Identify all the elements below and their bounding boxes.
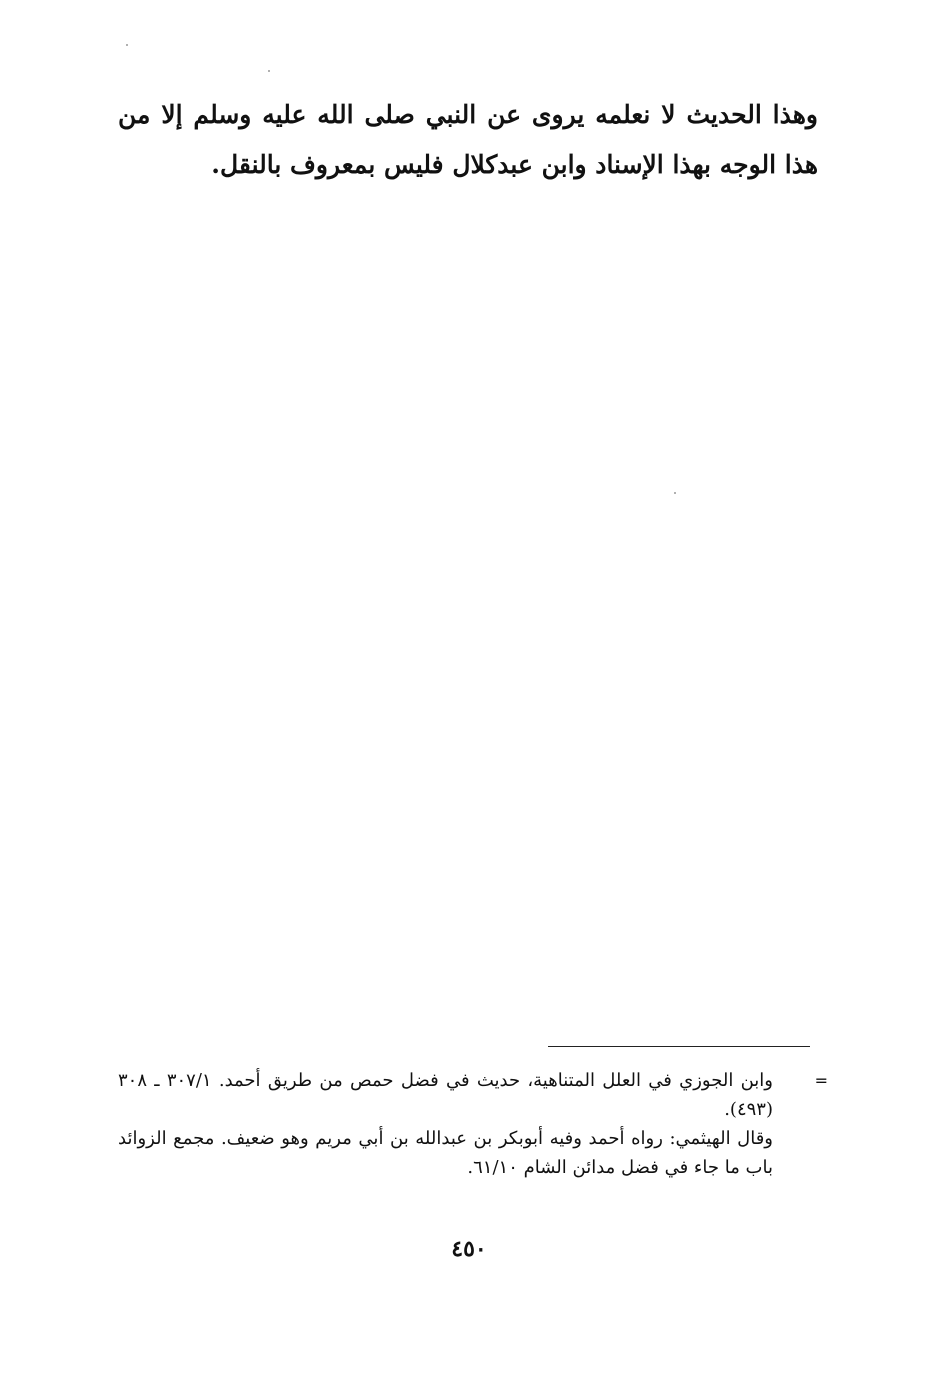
footnote-text-2: وقال الهيثمي: رواه أحمد وفيه أبوبكر بن عبدالله بن أبي مريم وهو ضعيف. مجمع الزوائد باب ما جاء في فضل مدائن الشام ٦١/١٠.: [118, 1128, 773, 1178]
footnote-text-1: وابن الجوزي في العلل المتناهية، حديث في فضل حمص من طريق أحمد. ٣٠٧/١ ـ ٣٠٨ (٤٩٣).: [118, 1070, 773, 1120]
footnotes: [118, 1066, 828, 1182]
page-number: ٤٥٠: [451, 1236, 487, 1262]
footnote-block-1: [118, 1066, 828, 1124]
main-paragraph: وهذا الحديث لا نعلمه يروى عن النبي صلى الله عليه وسلم إلا من هذا الوجه بهذا الإسناد وابن عبدكلال فليس بمعروف بالنقل.: [118, 100, 818, 179]
scan-speck: [674, 492, 676, 494]
main-text: [118, 90, 818, 190]
scan-speck: [126, 44, 128, 46]
scan-speck: [268, 70, 270, 72]
footnote-block-2: [118, 1124, 828, 1182]
footnote-separator: [548, 1046, 810, 1047]
continuation-marker: =: [814, 1071, 828, 1090]
